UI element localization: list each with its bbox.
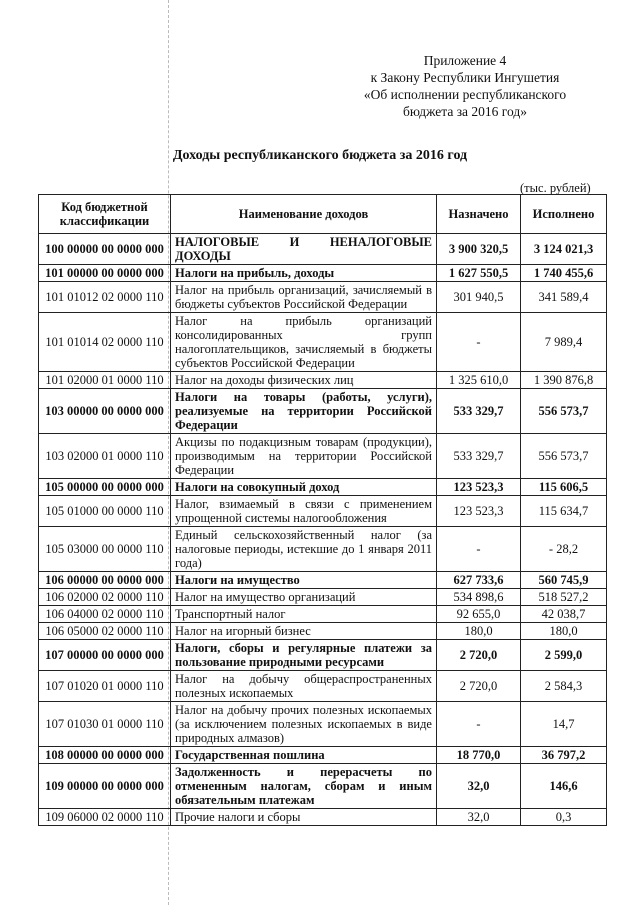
code-cell: 105 00000 00 0000 000: [39, 479, 171, 496]
planned-cell: 533 329,7: [437, 389, 521, 434]
name-cell: Налог на добычу прочих полезных ископаемых (за исключением полезных ископаемых в виде природных алмазов): [171, 702, 437, 747]
code-cell: 103 00000 00 0000 000: [39, 389, 171, 434]
planned-cell: 123 523,3: [437, 479, 521, 496]
code-cell: 106 00000 00 0000 000: [39, 572, 171, 589]
table-row: [39, 527, 607, 572]
executed-cell: 146,6: [521, 764, 607, 809]
appendix-line-3: «Об исполнении республиканского: [363, 87, 567, 102]
planned-cell: 533 329,7: [437, 434, 521, 479]
table-row: [39, 389, 607, 434]
appendix-line-4: бюджета за 2016 год»: [403, 104, 527, 119]
name-cell: Налог на прибыль организаций, зачисляемый в бюджеты субъектов Российской Федерации: [171, 282, 437, 313]
code-cell: 106 05000 02 0000 110: [39, 623, 171, 640]
column-header-planned: Назначено: [437, 195, 521, 234]
name-cell: Налог на прибыль организаций консолидированных групп налогоплательщиков, зачисляемый в бюджеты субъектов Российской Федерации: [171, 313, 437, 372]
name-cell: Налоги на прибыль, доходы: [171, 265, 437, 282]
table-row: [39, 234, 607, 265]
column-header-code: Код бюджетной классификации: [39, 195, 171, 234]
name-cell: Транспортный налог: [171, 606, 437, 623]
planned-cell: 32,0: [437, 764, 521, 809]
name-cell: Налог на имущество организаций: [171, 589, 437, 606]
table-row: [39, 265, 607, 282]
code-cell: 107 01030 01 0000 110: [39, 702, 171, 747]
appendix-line-2: к Закону Республики Ингушетия: [370, 70, 560, 85]
name-cell: Налоги, сборы и регулярные платежи за пользование природными ресурсами: [171, 640, 437, 671]
executed-cell: 36 797,2: [521, 747, 607, 764]
planned-cell: 3 900 320,5: [437, 234, 521, 265]
code-cell: 105 03000 00 0000 110: [39, 527, 171, 572]
executed-cell: 0,3: [521, 809, 607, 826]
name-cell: НАЛОГОВЫЕ И НЕНАЛОГОВЫЕ ДОХОДЫ: [171, 234, 437, 265]
executed-cell: 115 606,5: [521, 479, 607, 496]
table-header-row: [39, 195, 607, 234]
executed-cell: - 28,2: [521, 527, 607, 572]
table-row: [39, 372, 607, 389]
table-row: [39, 606, 607, 623]
table-row: [39, 671, 607, 702]
name-cell: Налог на добычу общераспространенных полезных ископаемых: [171, 671, 437, 702]
table-row: [39, 282, 607, 313]
planned-cell: 534 898,6: [437, 589, 521, 606]
code-cell: 105 01000 00 0000 110: [39, 496, 171, 527]
name-cell: Налог на доходы физических лиц: [171, 372, 437, 389]
executed-cell: 1 390 876,8: [521, 372, 607, 389]
name-cell: Прочие налоги и сборы: [171, 809, 437, 826]
planned-cell: 1 325 610,0: [437, 372, 521, 389]
code-cell: 107 00000 00 0000 000: [39, 640, 171, 671]
executed-cell: 556 573,7: [521, 389, 607, 434]
name-cell: Налоги на имущество: [171, 572, 437, 589]
executed-cell: 2 599,0: [521, 640, 607, 671]
appendix-header: [330, 52, 600, 120]
executed-cell: 180,0: [521, 623, 607, 640]
planned-cell: 627 733,6: [437, 572, 521, 589]
planned-cell: 1 627 550,5: [437, 265, 521, 282]
code-cell: 103 02000 01 0000 110: [39, 434, 171, 479]
code-cell: 106 02000 02 0000 110: [39, 589, 171, 606]
executed-cell: 115 634,7: [521, 496, 607, 527]
name-cell: Налоги на товары (работы, услуги), реализуемые на территории Российской Федерации: [171, 389, 437, 434]
table-row: [39, 623, 607, 640]
executed-cell: 7 989,4: [521, 313, 607, 372]
code-cell: 101 00000 00 0000 000: [39, 265, 171, 282]
executed-cell: 556 573,7: [521, 434, 607, 479]
executed-cell: 1 740 455,6: [521, 265, 607, 282]
planned-cell: 123 523,3: [437, 496, 521, 527]
executed-cell: 2 584,3: [521, 671, 607, 702]
planned-cell: 92 655,0: [437, 606, 521, 623]
name-cell: Налог, взимаемый в связи с применением упрощенной системы налогообложения: [171, 496, 437, 527]
table-row: [39, 434, 607, 479]
code-cell: 109 06000 02 0000 110: [39, 809, 171, 826]
name-cell: Единый сельскохозяйственный налог (за налоговые периоды, истекшие до 1 января 2011 года): [171, 527, 437, 572]
name-cell: Задолженность и перерасчеты по отмененным налогам, сборам и иным обязательным платежам: [171, 764, 437, 809]
table-row: [39, 589, 607, 606]
executed-cell: 518 527,2: [521, 589, 607, 606]
table-body: [39, 234, 607, 826]
planned-cell: 18 770,0: [437, 747, 521, 764]
units-label: (тыс. рублей): [520, 181, 591, 195]
name-cell: Налог на игорный бизнес: [171, 623, 437, 640]
table-row: [39, 479, 607, 496]
executed-cell: 42 038,7: [521, 606, 607, 623]
column-header-name: Наименование доходов: [171, 195, 437, 234]
code-cell: 101 01014 02 0000 110: [39, 313, 171, 372]
code-cell: 107 01020 01 0000 110: [39, 671, 171, 702]
executed-cell: 14,7: [521, 702, 607, 747]
table-row: [39, 313, 607, 372]
planned-cell: 2 720,0: [437, 640, 521, 671]
name-cell: Налоги на совокупный доход: [171, 479, 437, 496]
planned-cell: 2 720,0: [437, 671, 521, 702]
planned-cell: -: [437, 702, 521, 747]
table-row: [39, 702, 607, 747]
name-cell: Государственная пошлина: [171, 747, 437, 764]
executed-cell: 341 589,4: [521, 282, 607, 313]
table-row: [39, 809, 607, 826]
appendix-line-1: Приложение 4: [423, 53, 507, 68]
document-title: Доходы республиканского бюджета за 2016 год: [172, 148, 468, 163]
planned-cell: 32,0: [437, 809, 521, 826]
table-row: [39, 496, 607, 527]
code-cell: 108 00000 00 0000 000: [39, 747, 171, 764]
table-row: [39, 747, 607, 764]
column-header-executed: Исполнено: [521, 195, 607, 234]
table-row: [39, 764, 607, 809]
code-cell: 101 01012 02 0000 110: [39, 282, 171, 313]
planned-cell: -: [437, 527, 521, 572]
table-row: [39, 572, 607, 589]
planned-cell: 301 940,5: [437, 282, 521, 313]
code-cell: 109 00000 00 0000 000: [39, 764, 171, 809]
executed-cell: 560 745,9: [521, 572, 607, 589]
planned-cell: 180,0: [437, 623, 521, 640]
revenue-table: [38, 194, 607, 826]
name-cell: Акцизы по подакцизным товарам (продукции), производимым на территории Российской Федерации: [171, 434, 437, 479]
planned-cell: -: [437, 313, 521, 372]
code-cell: 101 02000 01 0000 110: [39, 372, 171, 389]
executed-cell: 3 124 021,3: [521, 234, 607, 265]
code-cell: 106 04000 02 0000 110: [39, 606, 171, 623]
table-row: [39, 640, 607, 671]
code-cell: 100 00000 00 0000 000: [39, 234, 171, 265]
